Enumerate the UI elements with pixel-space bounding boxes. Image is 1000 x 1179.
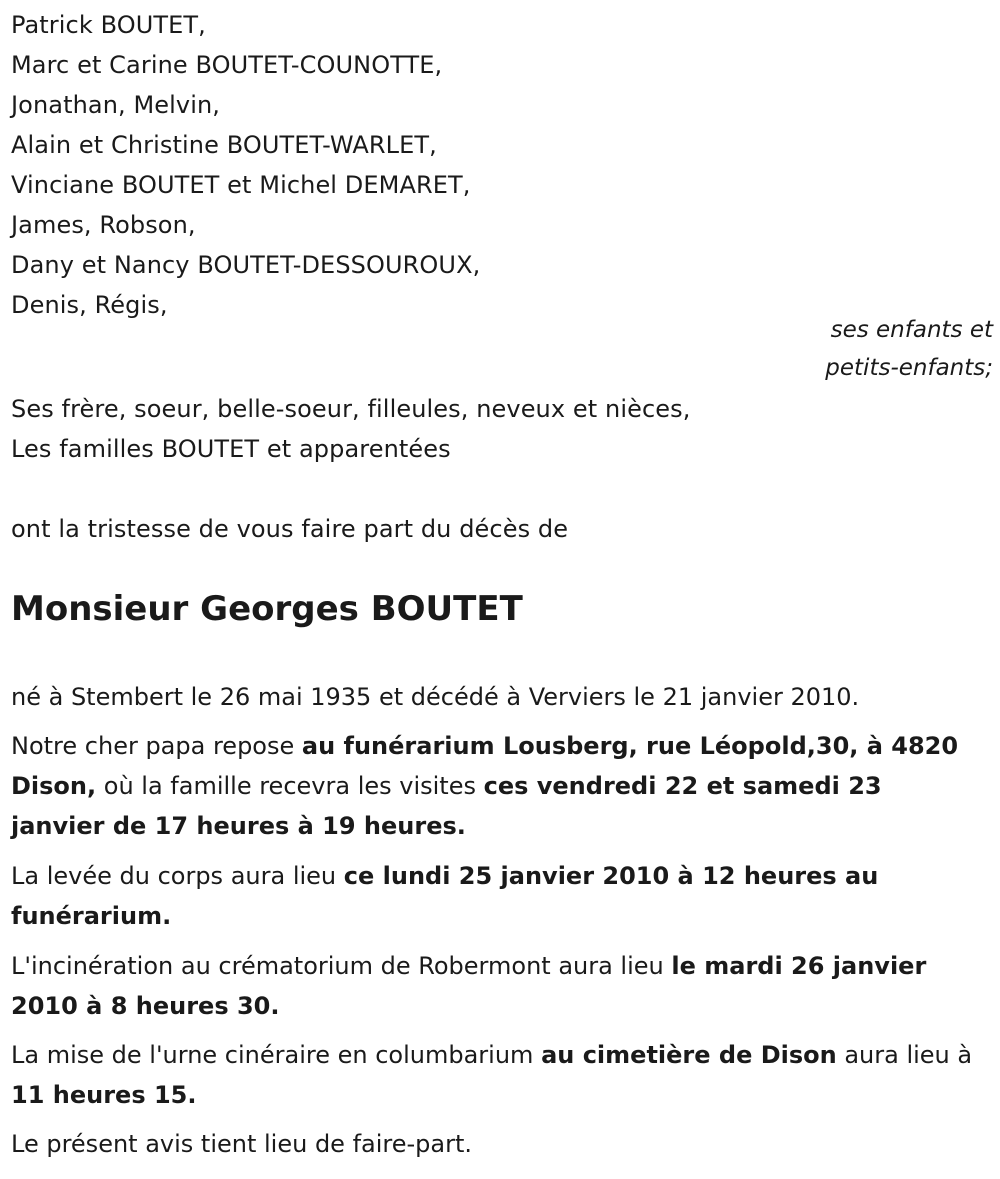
birth-death-info: né à Stembert le 26 mai 1935 et décédé à Verviers le 21 janvier 2010.: [11, 683, 860, 711]
extended-family-line: Les familles BOUTET et apparentées: [11, 435, 451, 463]
visitation-dates: ces vendredi 22 et samedi 23 janvier de 17 heures à 19 heures.: [11, 772, 882, 840]
family-line: Marc et Carine BOUTET-COUNOTTE,: [11, 51, 443, 79]
urn-paragraph: [11, 1035, 986, 1115]
closing-note: Le présent avis tient lieu de faire-part.: [11, 1130, 473, 1158]
family-line: Denis, Régis,: [11, 291, 168, 319]
visitation-location: au funérarium Lousberg, rue Léopold,30, à 4820 Dison,: [11, 732, 959, 800]
family-line: Alain et Christine BOUTET-WARLET,: [11, 131, 437, 159]
announcement-text: ont la tristesse de vous faire part du décès de: [11, 515, 569, 543]
removal-paragraph: [11, 856, 971, 936]
family-line: Vinciane BOUTET et Michel DEMARET,: [11, 171, 471, 199]
family-line: Jonathan, Melvin,: [11, 91, 221, 119]
urn-time: 11 heures 15.: [11, 1081, 197, 1109]
relation-label: [593, 311, 993, 387]
family-list: [11, 5, 993, 325]
deceased-name: Monsieur Georges BOUTET: [11, 589, 523, 629]
removal-details: ce lundi 25 janvier 2010 à 12 heures au funérarium.: [11, 862, 879, 930]
relation-line: ses enfants et: [830, 317, 993, 343]
removal-text: La levée du corps aura lieu: [11, 862, 344, 890]
urn-text: La mise de l'urne cinéraire en columbarium: [11, 1041, 542, 1069]
family-line: James, Robson,: [11, 211, 196, 239]
cremation-paragraph: [11, 946, 971, 1026]
visitation-text: où la famille recevra les visites: [96, 772, 484, 800]
visitation-text: Notre cher papa repose: [11, 732, 302, 760]
urn-location: au cimetière de Dison: [541, 1041, 837, 1069]
cremation-text: L'incinération au crématorium de Robermont aura lieu: [11, 952, 672, 980]
extended-family: [11, 389, 993, 469]
family-line: Patrick BOUTET,: [11, 11, 206, 39]
visitation-paragraph: [11, 726, 971, 846]
cremation-details: le mardi 26 janvier 2010 à 8 heures 30.: [11, 952, 927, 1020]
family-line: Dany et Nancy BOUTET-DESSOUROUX,: [11, 251, 481, 279]
urn-text: aura lieu à: [836, 1041, 973, 1069]
extended-family-line: Ses frère, soeur, belle-soeur, filleules, neveux et nièces,: [11, 395, 691, 423]
relation-line: petits-enfants;: [825, 355, 993, 381]
